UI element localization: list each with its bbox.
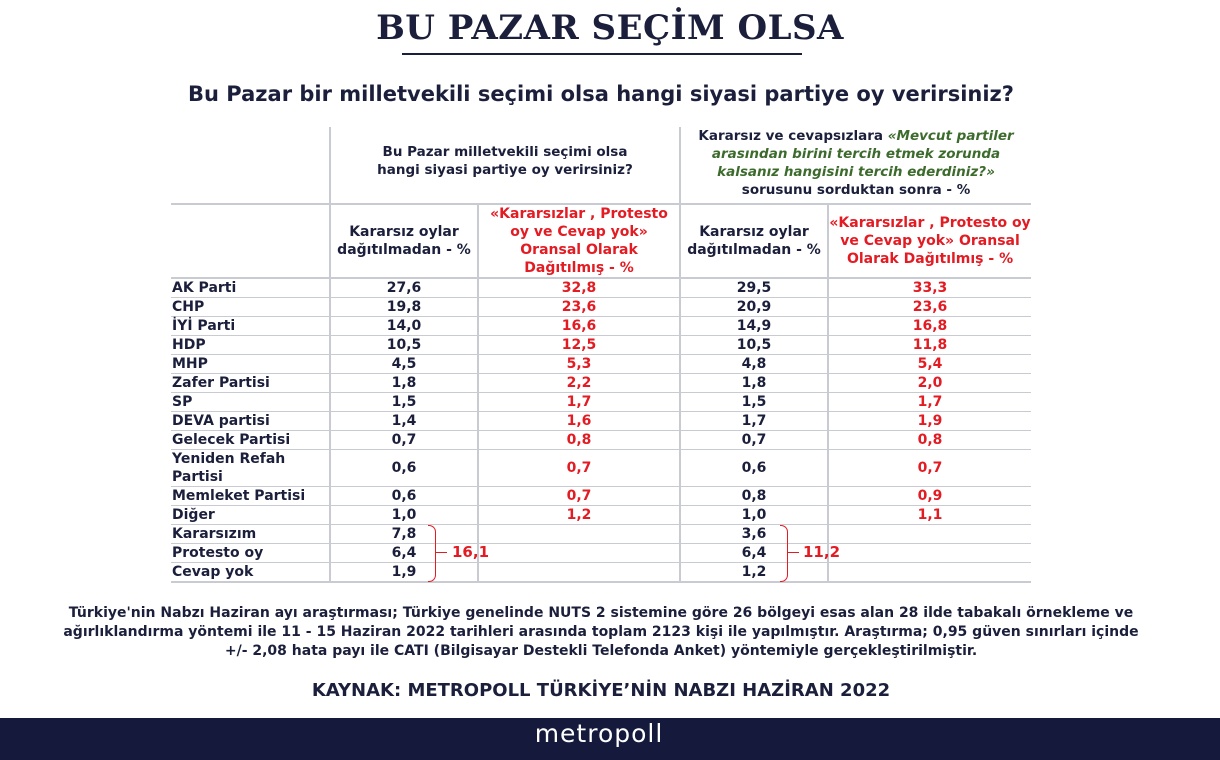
distributed-value: 33,3 [828,278,1031,298]
undistributed-value: 1,9 [330,563,478,583]
table-row [171,336,1031,355]
undistributed-value: 20,9 [680,298,828,317]
distributed-value [478,525,680,544]
distributed-value: 1,9 [828,412,1031,431]
distributed-value: 5,4 [828,355,1031,374]
party-name: CHP [171,298,330,317]
undistributed-value: 4,8 [680,355,828,374]
undecided-total-2: 11,2 [803,543,841,561]
undistributed-value: 1,0 [330,506,478,525]
party-name: Yeniden Refah Partisi [171,450,330,487]
undistributed-value: 0,7 [330,431,478,450]
undistributed-value: 27,6 [330,278,478,298]
distributed-value: 5,3 [478,355,680,374]
poll-table-body [171,278,1031,582]
party-name: MHP [171,355,330,374]
table-row [171,412,1031,431]
col-header-undistributed-2: Kararsız oylar dağıtılmadan - % [680,204,828,278]
undistributed-value: 1,7 [680,412,828,431]
distributed-value [478,544,680,563]
distributed-value: 0,7 [828,450,1031,487]
undecided-bracket-1 [428,525,436,582]
distributed-value [478,563,680,583]
undistributed-value: 0,7 [680,431,828,450]
distributed-value: 0,8 [828,431,1031,450]
undistributed-value: 4,5 [330,355,478,374]
distributed-value: 2,0 [828,374,1031,393]
undistributed-value: 6,4 [680,544,828,563]
table-row [171,298,1031,317]
group2-header-text [681,127,1031,199]
undistributed-value: 3,6 [680,525,828,544]
table-row [171,374,1031,393]
distributed-value: 23,6 [828,298,1031,317]
col-header-undistributed-1: Kararsız oylar dağıtılmadan - % [330,204,478,278]
undistributed-value: 10,5 [330,336,478,355]
undistributed-value: 1,4 [330,412,478,431]
undistributed-value: 6,4 [330,544,478,563]
undistributed-value: 10,5 [680,336,828,355]
table-row [171,431,1031,450]
methodology-note: Türkiye'nin Nabzı Haziran ayı araştırması; Türkiye genelinde NUTS 2 sistemine göre 26 bölgeyi esas alan 28 ilde tabakalı örnekleme ve ağırlıklandırma yöntemi ile 11 - 15 Haziran 2022 tarihleri arasında toplam 2123 kişi ile yapılmıştır. Araştırma; 0,95 güven sınırları içinde +/- 2,08 hata payı ile CATI (Bilgisayar Destekli Telefonda Anket) yöntemiyle gerçekleştirilmiştir. [63,605,1139,659]
party-name: SP [171,393,330,412]
party-name: İYİ Parti [171,317,330,336]
undistributed-value: 1,2 [680,563,828,583]
page-title: BU PAZAR SEÇİM OLSA [376,8,844,48]
distributed-value: 1,7 [828,393,1031,412]
table-row [171,506,1031,525]
distributed-value: 0,7 [478,450,680,487]
undistributed-value: 7,8 [330,525,478,544]
undistributed-value: 1,8 [680,374,828,393]
group1-header-text: Bu Pazar milletvekili seçimi olsa hangi siyasi partiye oy verirsiniz? [377,144,633,178]
undistributed-value: 0,8 [680,487,828,506]
undistributed-value: 1,5 [330,393,478,412]
undistributed-value: 19,8 [330,298,478,317]
undistributed-value: 0,6 [330,487,478,506]
party-name: Diğer [171,506,330,525]
undistributed-value: 1,0 [680,506,828,525]
brand-logo: metropoll [534,719,664,748]
title-underline [402,53,802,55]
group2-header-quote: «Mevcut partiler arasından birini tercih etmek zorunda kalsanız hangisini tercih ederdiniz?» [711,128,1014,180]
party-header-cell [171,127,330,204]
party-name: Memleket Partisi [171,487,330,506]
distributed-value [828,563,1031,583]
undistributed-value: 0,6 [330,450,478,487]
undistributed-value: 1,8 [330,374,478,393]
table-row [171,487,1031,506]
distributed-value: 0,7 [478,487,680,506]
distributed-value: 16,8 [828,317,1031,336]
undecided-bracket-2 [780,525,788,582]
distributed-value [828,544,1031,563]
table-row [171,278,1031,298]
party-name: HDP [171,336,330,355]
col-header-distributed-2: «Kararsızlar , Protesto oy ve Cevap yok» Oransal Olarak Dağıtılmış - % [828,204,1031,278]
party-subheader-cell [171,204,330,278]
undecided-bracket-1-tick [436,552,447,553]
table-row [171,544,1031,563]
table-row [171,563,1031,583]
undecided-total-1: 16,1 [452,543,490,561]
distributed-value: 12,5 [478,336,680,355]
distributed-value: 11,8 [828,336,1031,355]
undistributed-value: 14,9 [680,317,828,336]
undistributed-value: 29,5 [680,278,828,298]
table-row [171,450,1031,487]
party-name: Zafer Partisi [171,374,330,393]
undistributed-value: 1,5 [680,393,828,412]
party-name: AK Parti [171,278,330,298]
undistributed-value: 14,0 [330,317,478,336]
undistributed-value: 0,6 [680,450,828,487]
survey-question: Bu Pazar bir milletvekili seçimi olsa hangi siyasi partiye oy verirsiniz? [188,82,1014,106]
source-line: KAYNAK: METROPOLL TÜRKİYE’NİN NABZI HAZİRAN 2022 [311,680,891,701]
group2-header-suffix: sorusunu sorduktan sonra - % [741,182,971,198]
party-name: Gelecek Partisi [171,431,330,450]
group2-header [680,127,1031,204]
distributed-value: 1,2 [478,506,680,525]
distributed-value [828,525,1031,544]
table-row [171,393,1031,412]
distributed-value: 1,6 [478,412,680,431]
party-name: Cevap yok [171,563,330,583]
distributed-value: 23,6 [478,298,680,317]
group1-header [330,127,680,204]
distributed-value: 1,1 [828,506,1031,525]
distributed-value: 0,8 [478,431,680,450]
undecided-bracket-2-tick [788,552,799,553]
distributed-value: 16,6 [478,317,680,336]
party-name: Protesto oy [171,544,330,563]
distributed-value: 1,7 [478,393,680,412]
poll-results-table [171,127,1031,583]
distributed-value: 32,8 [478,278,680,298]
table-row [171,317,1031,336]
table-row [171,355,1031,374]
distributed-value: 2,2 [478,374,680,393]
distributed-value: 0,9 [828,487,1031,506]
table-row [171,525,1031,544]
party-name: DEVA partisi [171,412,330,431]
col-header-distributed-1: «Kararsızlar , Protesto oy ve Cevap yok» Oransal Olarak Dağıtılmış - % [478,204,680,278]
party-name: Kararsızım [171,525,330,544]
group2-header-prefix: Kararsız ve cevapsızlara [698,128,888,144]
